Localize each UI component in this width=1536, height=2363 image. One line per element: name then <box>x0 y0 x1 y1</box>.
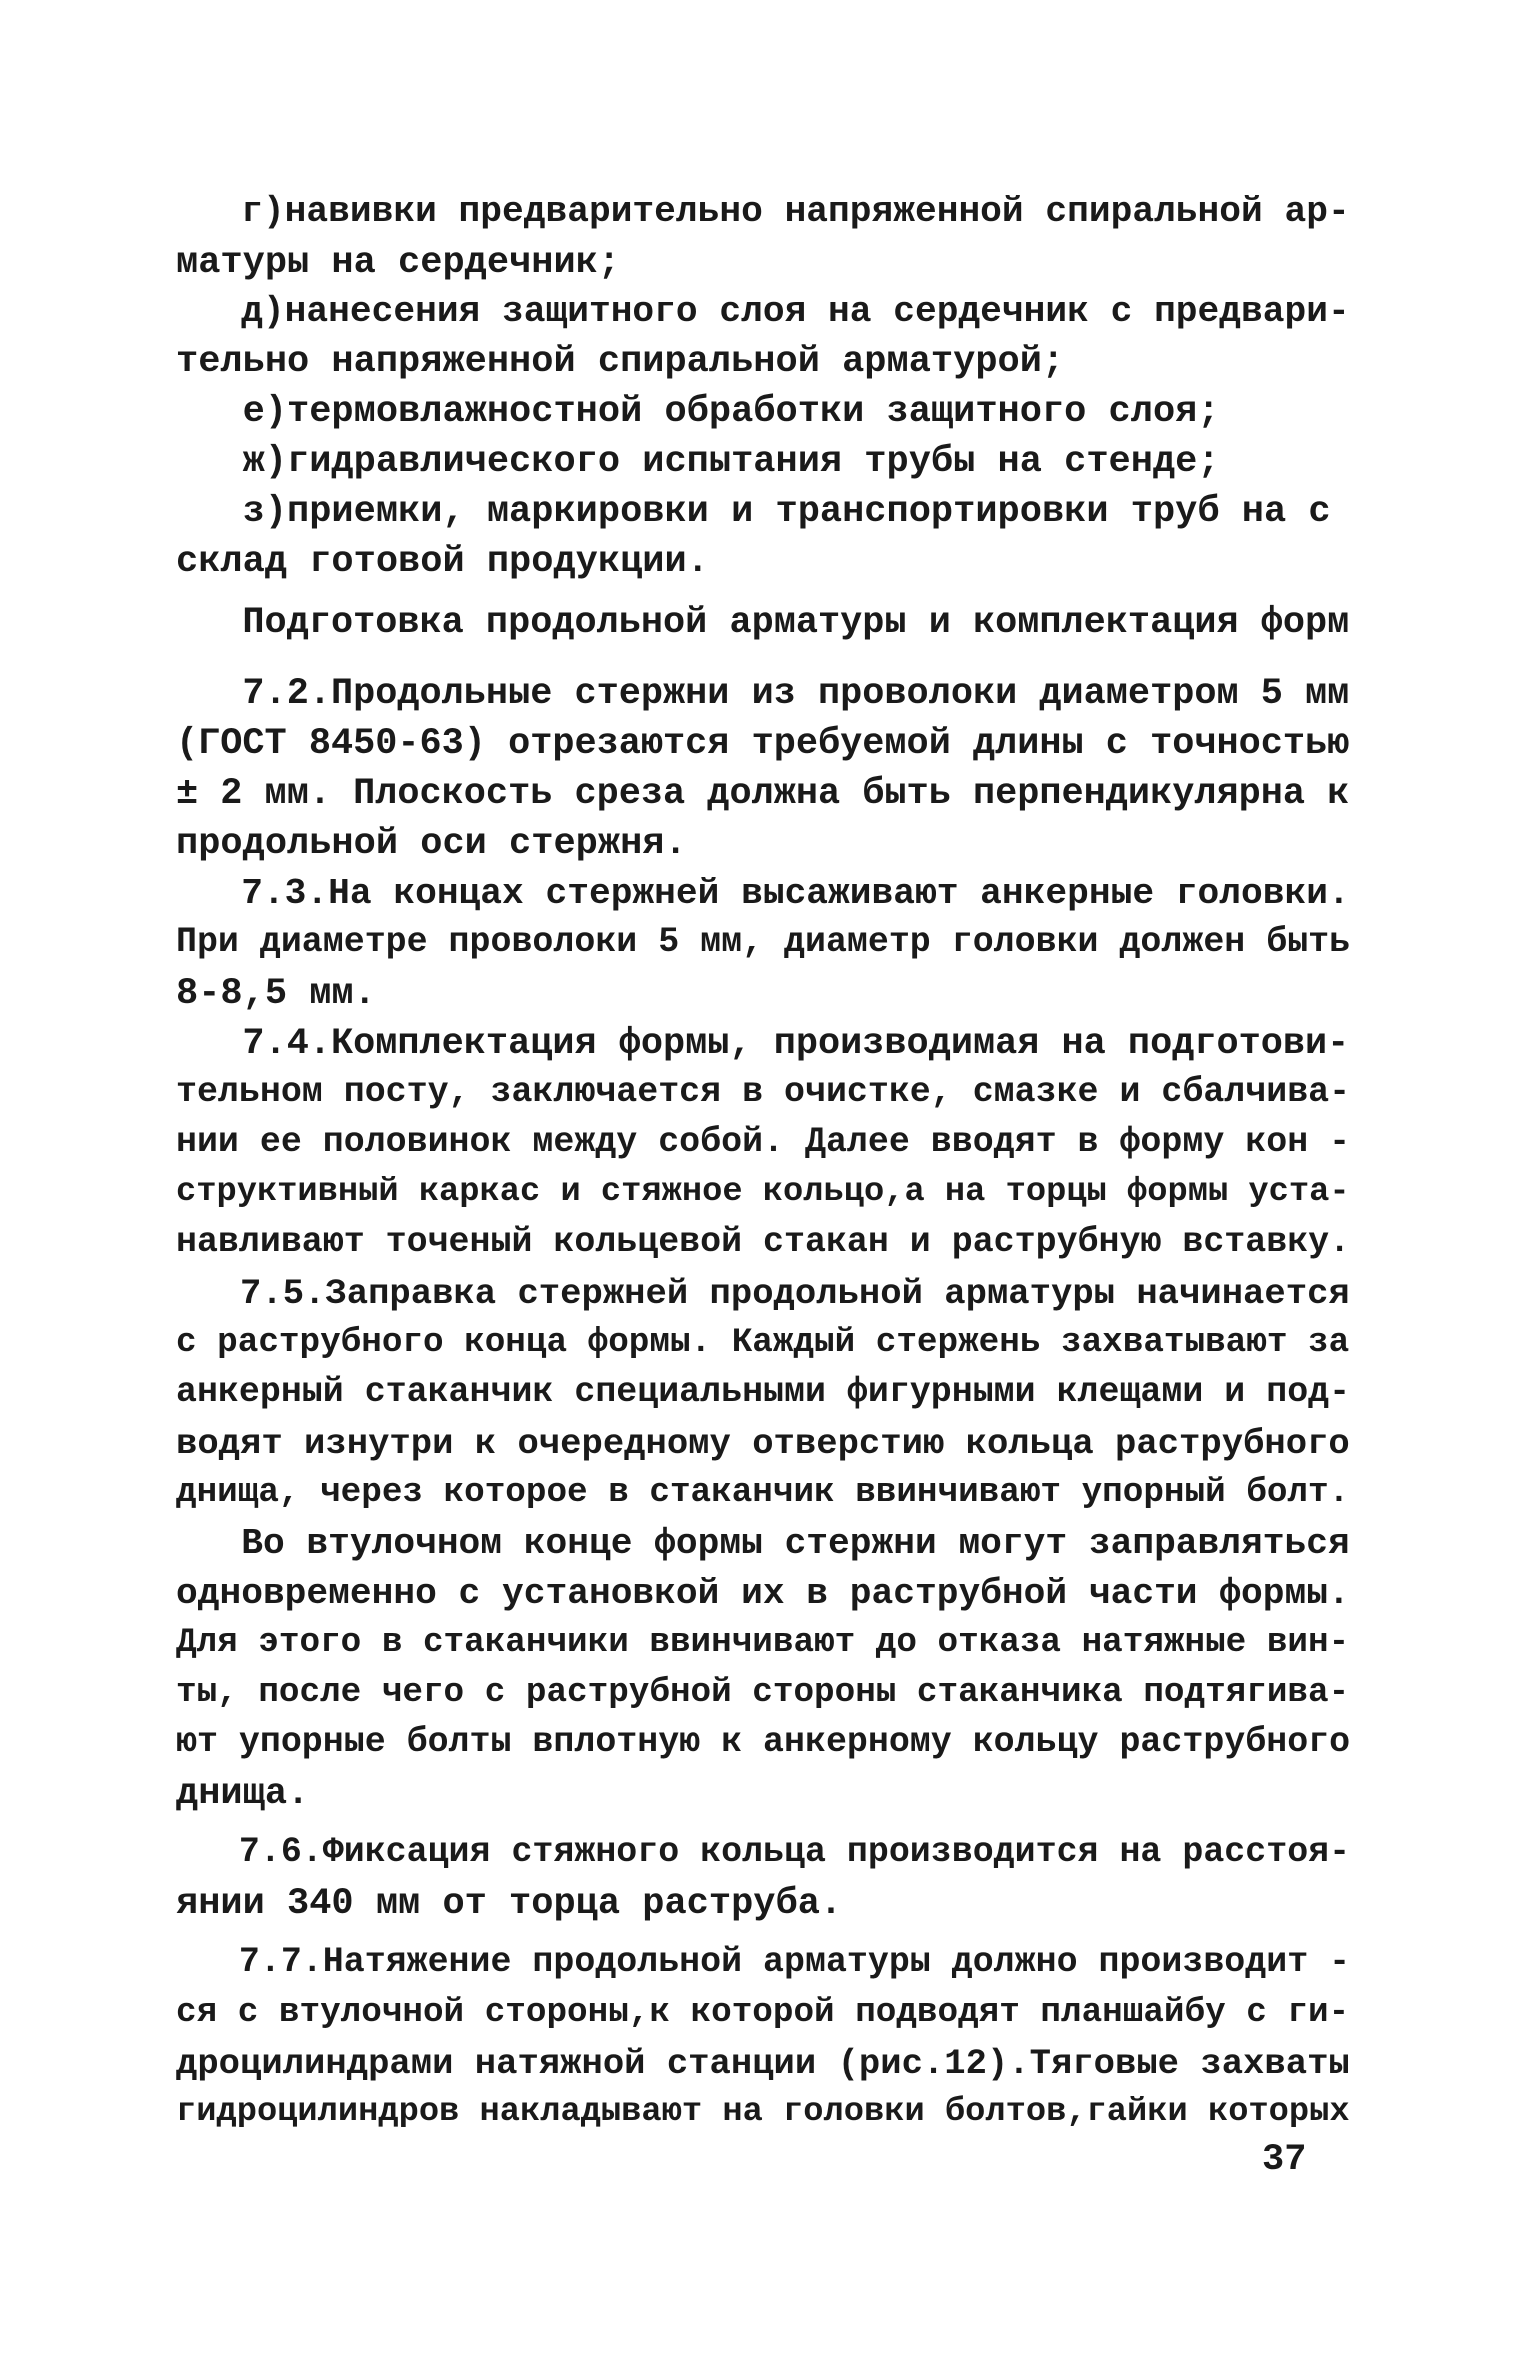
text-line: При диаметре проволоки 5 мм, диаметр головки должен быть <box>176 923 1351 962</box>
text-line: г)навивки предварительно напряженной спиральной ар- <box>176 191 1350 232</box>
text-line: дроцилиндрами натяжной станции (рис.12).Тяговые захваты <box>176 2043 1350 2084</box>
text-line: ся с втулочной стороны,к которой подводят планшайбу с ги- <box>176 1993 1350 2032</box>
text-line: анкерный стаканчик специальными фигурными клещами и под- <box>176 1373 1351 1412</box>
text-line: 7.2.Продольные стержни из проволоки диаметром 5 мм <box>176 673 1350 715</box>
text-line: днища. <box>176 1773 310 1815</box>
text-line: 7.6.Фиксация стяжного кольца производится на расстоя- <box>176 1833 1351 1872</box>
text-line: нии ее половинок между собой. Далее вводят в форму кон - <box>176 1123 1351 1162</box>
text-line: янии 340 мм от торца раструба. <box>176 1883 843 1925</box>
text-line: матуры на сердечник; <box>176 242 621 284</box>
text-line: водят изнутри к очередному отверстию кольца раструбного <box>176 1423 1350 1464</box>
text-line: (ГОСТ 8450-63) отрезаются требуемой длины с точностью <box>176 723 1350 765</box>
text-line: навливают точеный кольцевой стакан и раструбную вставку. <box>176 1223 1351 1262</box>
text-line: 8-8,5 мм. <box>176 973 376 1015</box>
text-line: 7.3.На концах стержней высаживают анкерные головки. <box>176 873 1350 914</box>
page-number: 37 <box>1262 2139 1307 2181</box>
text-line: склад готовой продукции. <box>176 541 709 583</box>
text-line: днища, через которое в стаканчик ввинчивают упорный болт. <box>176 1473 1350 1512</box>
text-line: ± 2 мм. Плоскость среза должна быть перпендикулярна к <box>176 773 1350 815</box>
section-heading: Подготовка продольной арматуры и комплектация форм <box>176 602 1350 644</box>
text-line: одновременно с установкой их в раструбной части формы. <box>176 1573 1350 1614</box>
text-line: тельном посту, заключается в очистке, смазке и сбалчива- <box>176 1073 1351 1112</box>
text-line: Для этого в стаканчики ввинчивают до отказа натяжные вин- <box>176 1623 1350 1662</box>
text-line: 7.7.Натяжение продольной арматуры должно производит - <box>176 1943 1351 1982</box>
text-line: продольной оси стержня. <box>176 823 687 865</box>
text-line: ты, после чего с раструбной стороны стаканчика подтягива- <box>176 1673 1350 1712</box>
text-line: 7.4.Комплектация формы, производимая на подготови- <box>176 1023 1350 1065</box>
text-line: е)термовлажностной обработки защитного слоя; <box>176 391 1220 433</box>
text-line: д)нанесения защитного слоя на сердечник с предвари- <box>176 291 1350 332</box>
text-line: тельно напряженной спиральной арматурой; <box>176 341 1065 383</box>
text-line: ют упорные болты вплотную к анкерному кольцу раструбного <box>176 1723 1351 1762</box>
text-line: гидроцилиндров накладывают на головки болтов,гайки которых <box>176 2093 1350 2131</box>
text-line: Во втулочном конце формы стержни могут заправляться <box>176 1523 1350 1564</box>
text-line: структивный каркас и стяжное кольцо,а на торцы формы уста- <box>176 1173 1350 1211</box>
text-line: с раструбного конца формы. Каждый стержень захватывают за <box>176 1323 1350 1362</box>
text-line: ж)гидравлического испытания трубы на стенде; <box>176 441 1220 483</box>
text-line: з)приемки, маркировки и транспортировки труб на с <box>176 491 1331 533</box>
text-line: 7.5.Заправка стержней продольной арматуры начинается <box>176 1273 1350 1314</box>
